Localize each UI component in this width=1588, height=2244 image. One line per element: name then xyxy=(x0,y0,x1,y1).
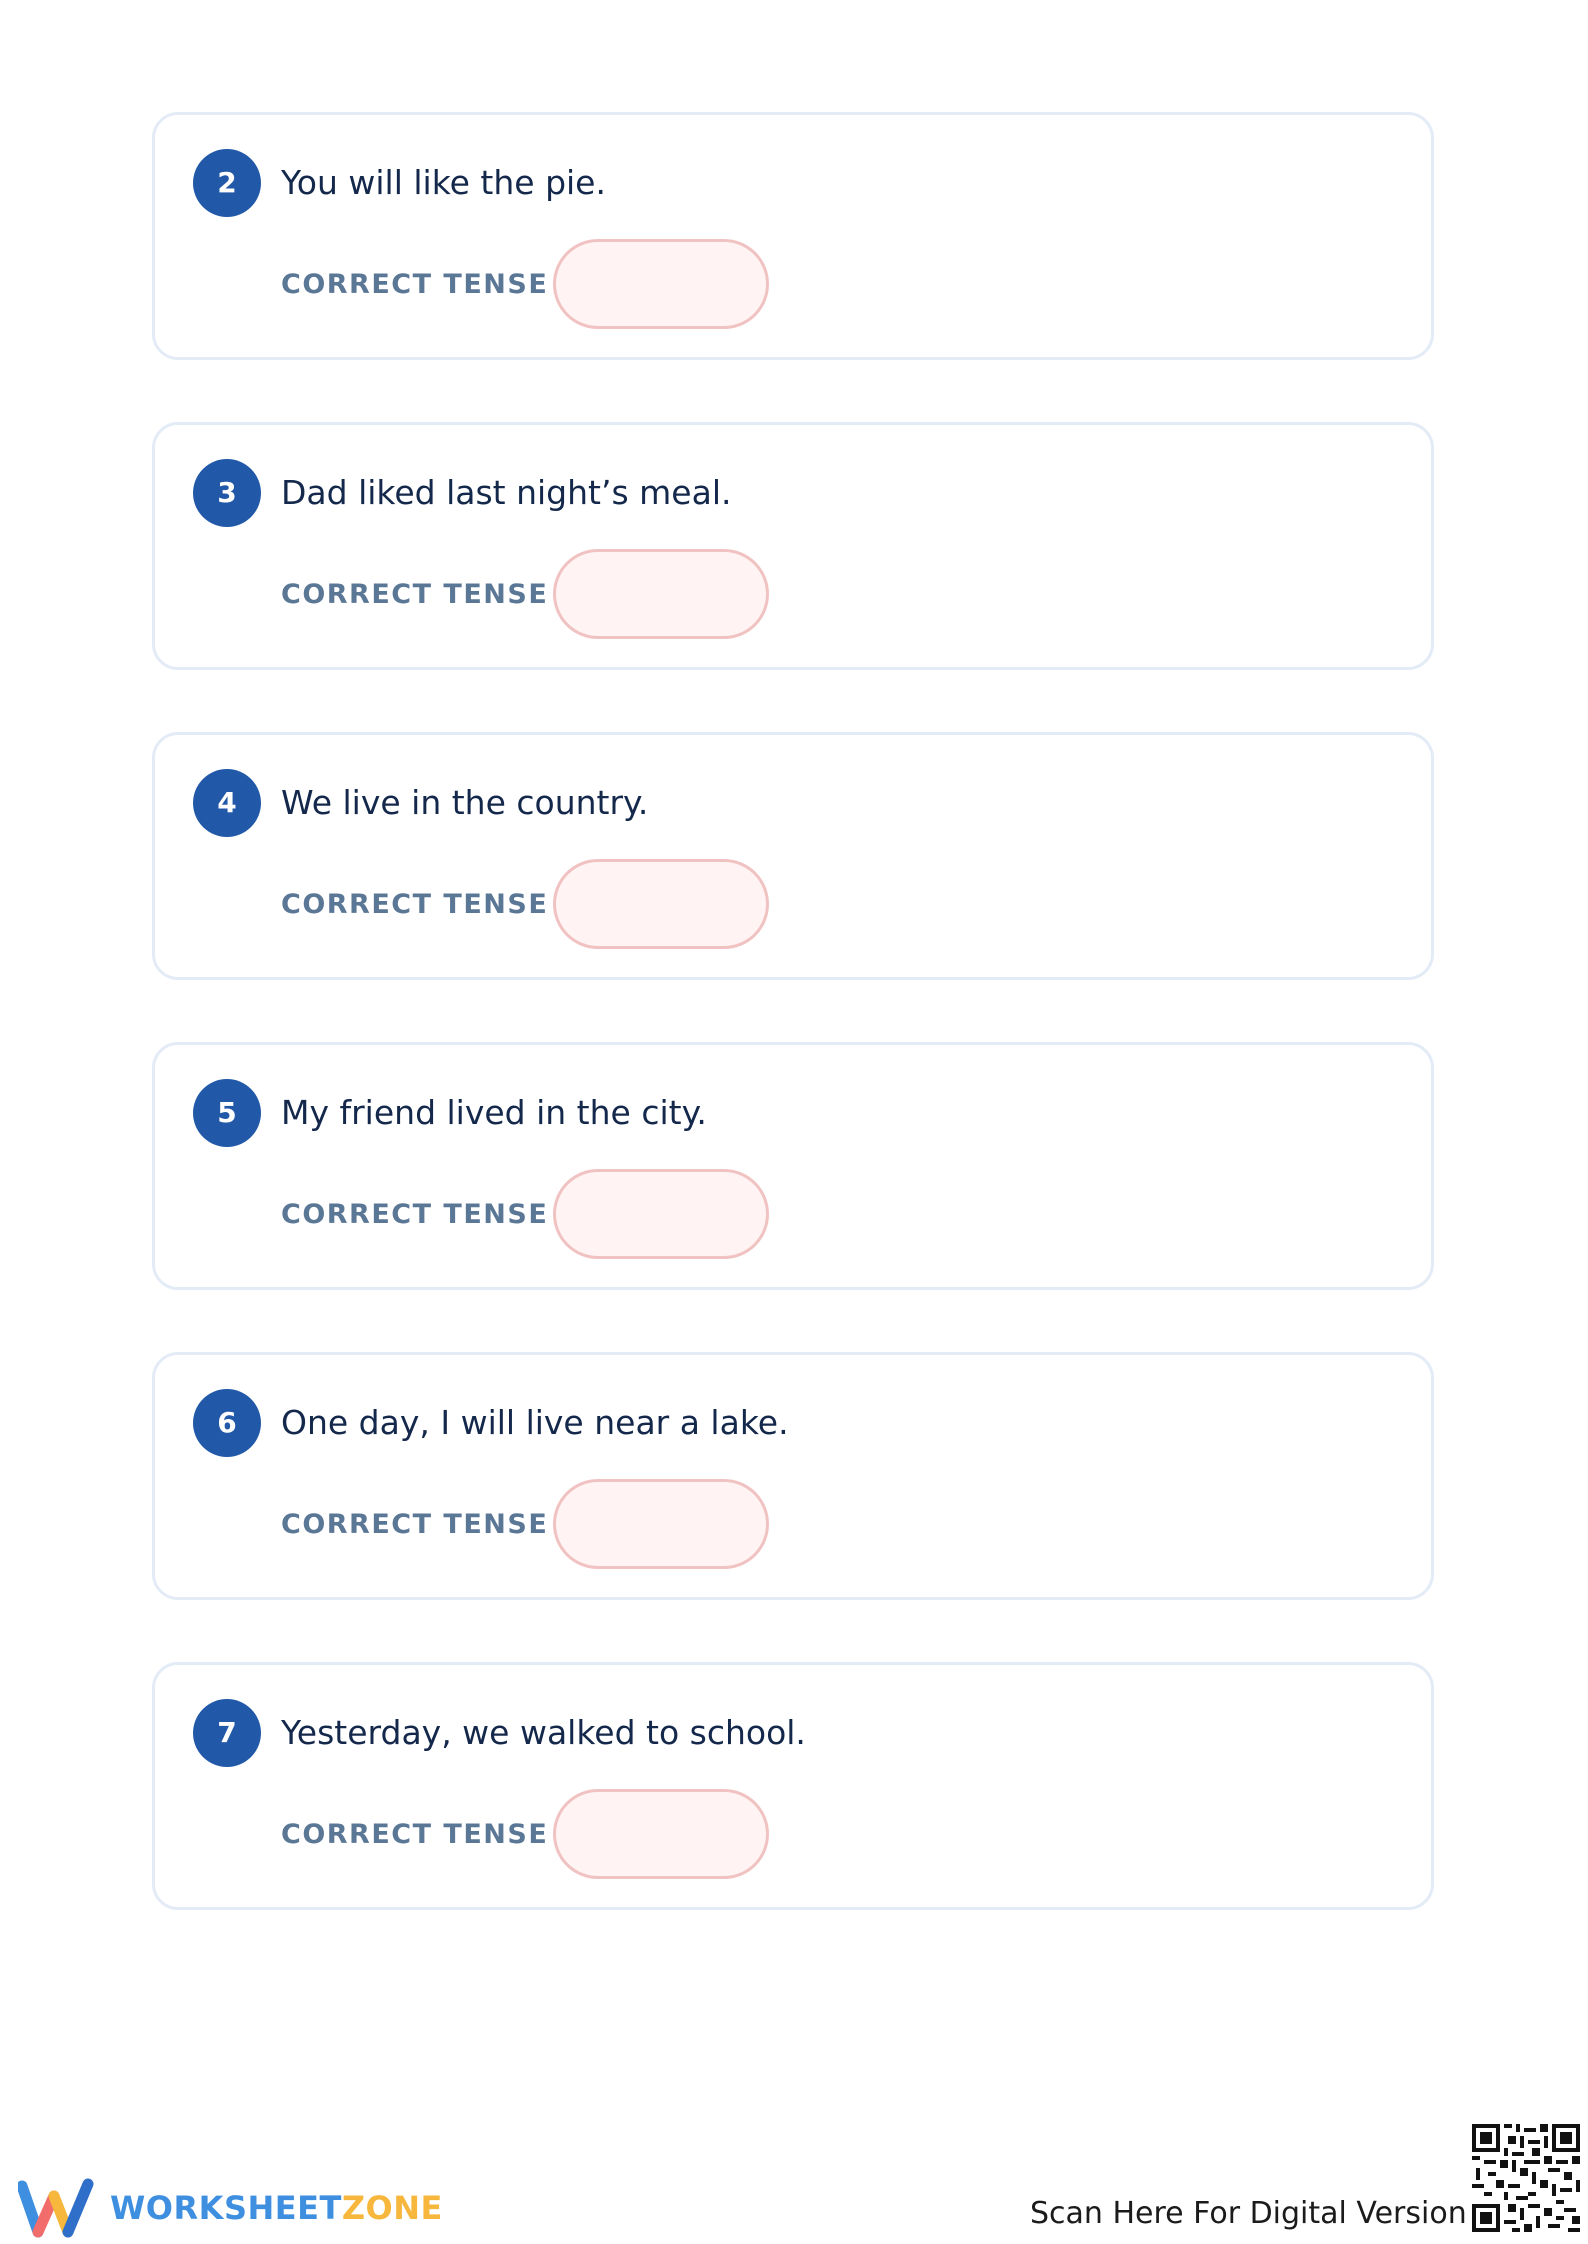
question-sentence: We live in the country. xyxy=(281,783,649,822)
scan-instruction: Scan Here For Digital Version xyxy=(1030,2196,1467,2231)
question-card-7 xyxy=(152,1662,1434,1910)
correct-tense-label: CORRECT TENSE xyxy=(281,269,549,300)
question-sentence: One day, I will live near a lake. xyxy=(281,1403,789,1442)
answer-box[interactable] xyxy=(553,549,769,639)
brand-name-part2: ZONE xyxy=(341,2189,443,2227)
worksheetzone-logo[interactable] xyxy=(18,2178,443,2238)
answer-box[interactable] xyxy=(553,859,769,949)
brand-name-part1: WORKSHEET xyxy=(110,2189,342,2227)
answer-box[interactable] xyxy=(553,1169,769,1259)
question-sentence: You will like the pie. xyxy=(281,163,606,202)
question-sentence: My friend lived in the city. xyxy=(281,1093,707,1132)
question-number-badge: 4 xyxy=(193,769,261,837)
question-number-badge: 3 xyxy=(193,459,261,527)
brand-name xyxy=(110,2189,443,2227)
question-card-6 xyxy=(152,1352,1434,1600)
question-card-5 xyxy=(152,1042,1434,1290)
correct-tense-label: CORRECT TENSE xyxy=(281,1509,549,1540)
question-number-badge: 6 xyxy=(193,1389,261,1457)
worksheetzone-w-logo-icon xyxy=(18,2178,94,2238)
question-number-badge: 7 xyxy=(193,1699,261,1767)
correct-tense-label: CORRECT TENSE xyxy=(281,579,549,610)
answer-box[interactable] xyxy=(553,239,769,329)
question-card-2 xyxy=(152,112,1434,360)
question-sentence: Yesterday, we walked to school. xyxy=(281,1713,806,1752)
question-sentence: Dad liked last night’s meal. xyxy=(281,473,732,512)
question-card-4 xyxy=(152,732,1434,980)
question-number-badge: 5 xyxy=(193,1079,261,1147)
correct-tense-label: CORRECT TENSE xyxy=(281,1199,549,1230)
answer-box[interactable] xyxy=(553,1479,769,1569)
question-number-badge: 2 xyxy=(193,149,261,217)
qr-code-icon[interactable] xyxy=(1472,2124,1580,2232)
question-card-3 xyxy=(152,422,1434,670)
correct-tense-label: CORRECT TENSE xyxy=(281,889,549,920)
answer-box[interactable] xyxy=(553,1789,769,1879)
correct-tense-label: CORRECT TENSE xyxy=(281,1819,549,1850)
